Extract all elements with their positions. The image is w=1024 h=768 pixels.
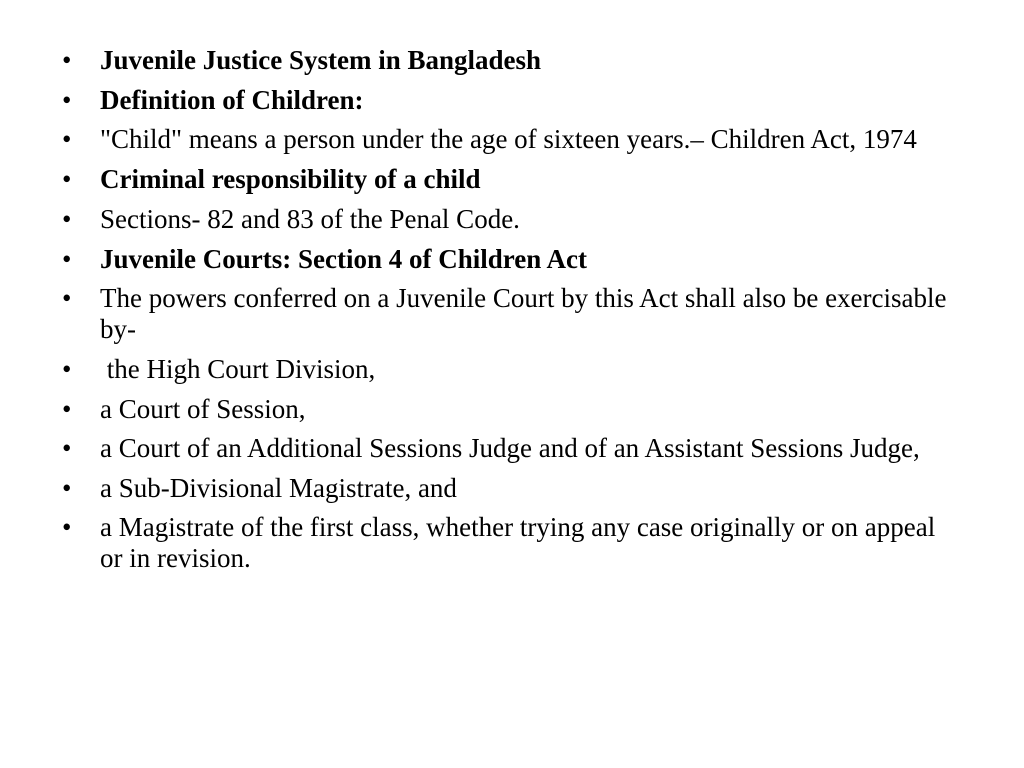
bullet-icon: • (62, 354, 72, 384)
bullet-text: Definition of Children: (100, 85, 364, 115)
bullet-item-court-of-session (62, 393, 962, 425)
bullet-icon: • (62, 512, 72, 542)
bullet-text: The powers conferred on a Juvenile Court by this Act shall also be exercisable by- (100, 283, 947, 344)
bullet-text: the High Court Division, (100, 354, 376, 384)
bullet-icon: • (62, 394, 72, 424)
bullet-text: "Child" means a person under the age of sixteen years.– Children Act, 1974 (100, 124, 917, 154)
bullet-item-first-class-magistrate (62, 512, 962, 574)
bullet-text: a Court of an Additional Sessions Judge and of an Assistant Sessions Judge, (100, 433, 920, 463)
bullet-item-definition-heading (62, 84, 962, 116)
bullet-text: Sections- 82 and 83 of the Penal Code. (100, 204, 520, 234)
bullet-text: Criminal responsibility of a child (100, 164, 481, 194)
bullet-item-child-definition (62, 124, 962, 155)
bullet-item-criminal-responsibility-heading (62, 163, 962, 195)
bullet-list (62, 44, 962, 582)
bullet-item-high-court-division (62, 353, 962, 385)
bullet-text: Juvenile Courts: Section 4 of Children Act (100, 244, 587, 274)
bullet-icon: • (62, 204, 72, 234)
bullet-icon: • (62, 45, 72, 75)
bullet-text: Juvenile Justice System in Bangladesh (100, 45, 542, 75)
bullet-icon: • (62, 473, 72, 503)
bullet-text: a Court of Session, (100, 394, 306, 424)
bullet-item-penal-code-sections (62, 203, 962, 235)
bullet-icon: • (62, 433, 72, 463)
bullet-text: a Sub-Divisional Magistrate, and (100, 473, 457, 503)
bullet-icon: • (62, 124, 72, 154)
bullet-icon: • (62, 283, 72, 313)
bullet-item-juvenile-courts-heading (62, 243, 962, 275)
bullet-icon: • (62, 85, 72, 115)
bullet-item-sub-divisional-magistrate (62, 472, 962, 504)
bullet-text: a Magistrate of the first class, whether trying any case originally or on appeal or in revision. (100, 512, 936, 573)
bullet-item-title (62, 44, 962, 76)
bullet-item-powers-conferred (62, 283, 962, 345)
bullet-item-additional-sessions-judge (62, 433, 962, 464)
bullet-icon: • (62, 164, 72, 194)
bullet-icon: • (62, 244, 72, 274)
